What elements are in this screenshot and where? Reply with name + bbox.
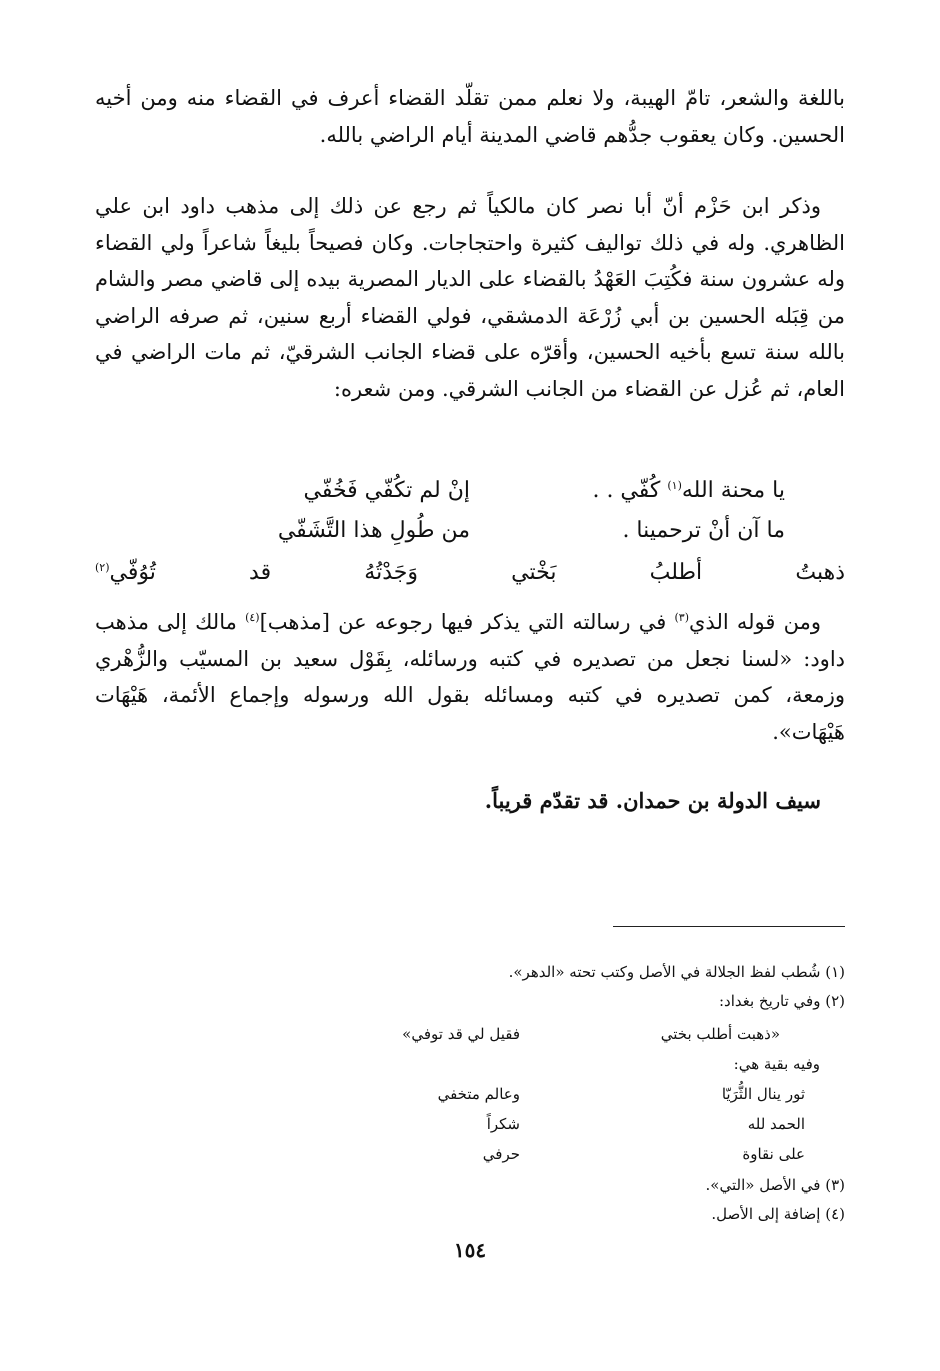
footnote-2-verse-1a: ثور ينال الثُّرَيّا — [721, 1085, 805, 1103]
paragraph-1: باللغة والشعر، تامّ الهيبة، ولا نعلم ممن تقلّد القضاء أعرف في القضاء منه ومن أخيه الحسين. وكان يعقوب جدُّهم قاضي المدينة أيام الراضي بالله. — [95, 86, 845, 147]
footnote-2-verse-2b: شكراً — [486, 1115, 520, 1133]
paragraph-3-part-a: ومن قوله الذي — [688, 610, 821, 634]
footnote-2-continuation: وفيه بقية هي: — [733, 1055, 820, 1073]
paragraph-3-part-b: في رسالته التي يذكر فيها رجوعه عن [مذهب] — [259, 610, 675, 634]
verse-3-text: ذهبتُ أطلبُ بَخْتي وَجَدْتُهُ قد تُوُفّي — [109, 560, 845, 585]
verse-1a-text: يا محنة الله — [681, 478, 785, 503]
verse-line-1-first-hemistich — [592, 478, 785, 503]
footnote-divider — [613, 926, 845, 927]
verse-line-2-second-hemistich: من طُولِ هذا التَّشَفّي — [277, 518, 470, 543]
footnote-2-quote-b: فقيل لي قد توفي» — [402, 1025, 520, 1043]
footnote-2-verse-1b: وعالم متخفي — [437, 1085, 520, 1103]
footnote-ref-3: (٣) — [674, 611, 689, 624]
paragraph-3-part-c: مالك إلى مذهب داود: «لسنا نجعل من تصديره في كتبه ورسائله، بِقَوْل سعيد بن المسيّب والزُّهْري وزمعة، كمن تصديره في كتبه ومسائله بقول الله ورسوله وإجماع الأئمة، هَيْهَات هَيْهَات». — [95, 610, 845, 744]
footnote-2-verse-3b: حرفي — [482, 1145, 520, 1163]
verse-line-1-second-hemistich: إنْ لم تكُفّي فَخُفّي — [303, 478, 470, 503]
footnote-2-verse-3a: على نقاوة — [742, 1145, 805, 1163]
footnote-ref-1: (١) — [667, 479, 682, 492]
footnote-2: (٢) وفي تاريخ بغداد: — [718, 992, 845, 1010]
footnote-2-verse-2a: الحمد لله — [747, 1115, 805, 1133]
paragraph-2: وذكر ابن حَزْم أنّ أبا نصر كان مالكياً ثم رجع عن ذلك إلى مذهب داود ابن علي الظاهري. وله في ذلك تواليف كثيرة واحتجاجات. وكان فصيحاً بليغاً شاعراً ولي القضاء وله عشرون سنة فكُتِبَ العَهْدُ بالقضاء على الديار المصرية بيده إلى قاضي مصر والشام من قِبَله الحسين بن أبي زُرْعَة الدمشقي، فولي القضاء أربع سنين، ثم صرفه الراضي بالله سنة تسع بأخيه الحسين، وأقرّه على قضاء الجانب الشرقيّ، ثم مات الراضي في العام، ثم عُزل عن القضاء من الجانب الشرقي. ومن شعره: — [95, 194, 845, 401]
verse-line-2-first-hemistich: ما آن أنْ ترحمينا . — [622, 518, 785, 543]
entry-heading-sayf-al-dawla: سيف الدولة بن حمدان. قد تقدّم قريباً. — [484, 788, 821, 813]
footnote-ref-2: (٢) — [95, 561, 110, 574]
paragraph-3 — [95, 600, 845, 750]
verse-line-3 — [95, 560, 845, 585]
footnote-ref-4: (٤) — [245, 611, 260, 624]
footnote-3: (٣) في الأصل «التي». — [705, 1176, 845, 1194]
footnote-2-quote-a: «ذهبت أطلب بختي — [660, 1025, 780, 1043]
footnote-4: (٤) إضافة إلى الأصل. — [711, 1205, 845, 1223]
footnote-1: (١) شُطب لفظ الجلالة في الأصل وكتب تحته «الدهر». — [508, 963, 845, 981]
verse-1b-text: كُفّي . . — [592, 478, 668, 503]
page-number: ١٥٤ — [453, 1238, 487, 1262]
